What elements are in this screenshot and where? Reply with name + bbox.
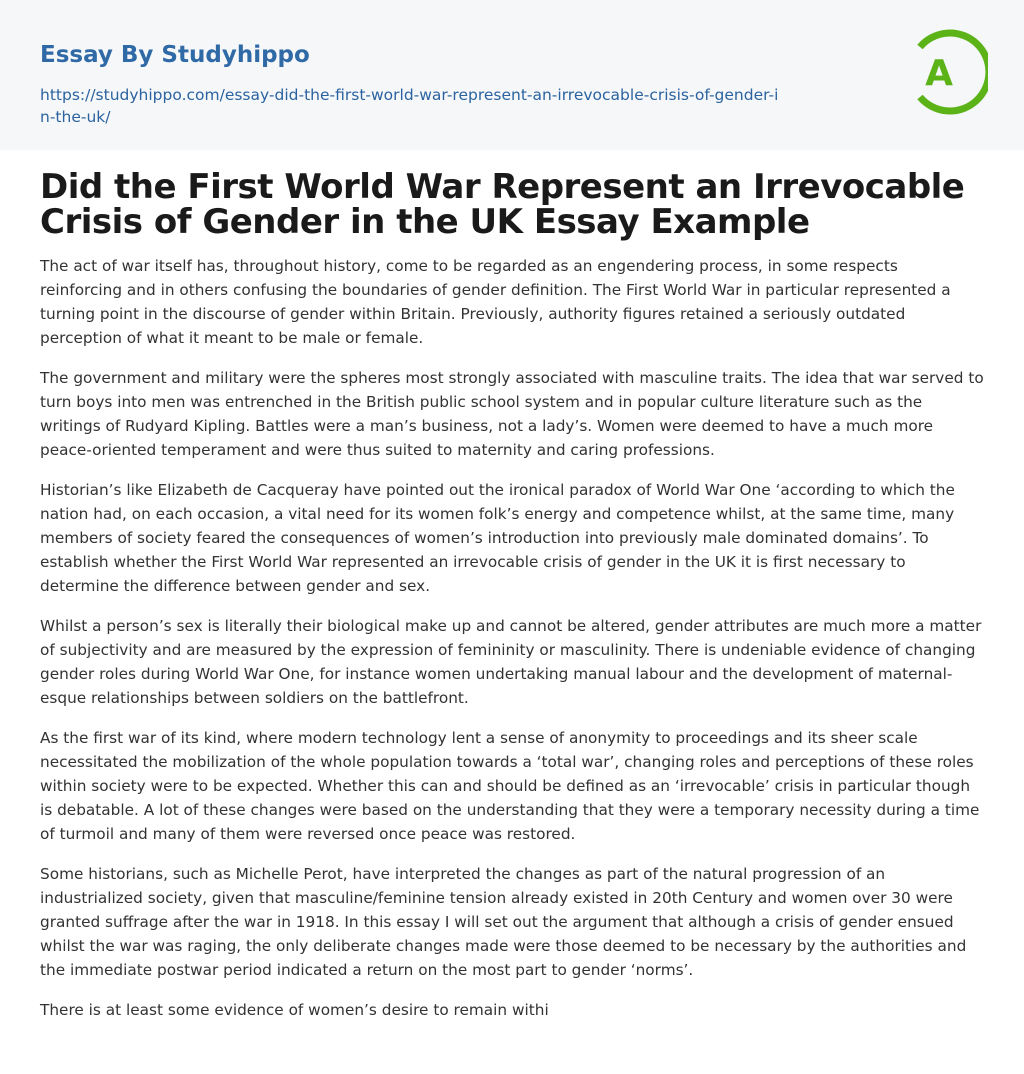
article-paragraph: As the first war of its kind, where modern technology lent a sense of anonymity to proceedings and its sheer scale necessitated the mobilization of the whole population towards a ‘total war’, changing roles and perceptions of these roles within society were to be expected. Whether this can and should be defined as an ‘irrevocable’ crisis in particular though is debatable. A lot of these changes were based on the understanding that they were a temporary necessity during a time of turmoil and many of them were reversed once peace was restored.: [40, 729, 980, 843]
studyhippo-logo-icon[interactable]: [908, 29, 988, 115]
article-paragraph: The act of war itself has, throughout history, come to be regarded as an engendering process, in some respects reinforcing and in others confusing the boundaries of gender definition. The First World War in particular represented a turning point in the discourse of gender within Britain. Previously, authority figures retained a seriously outdated perception of what it meant to be male or female.: [40, 257, 951, 347]
logo-letter: A: [925, 53, 953, 94]
site-header: [0, 0, 1024, 150]
article-paragraph: Whilst a person’s sex is literally their biological make up and cannot be altered, gender attributes are much more a matter of subjectivity and are measured by the expression of femininity or masculinity. There is undeniable evidence of changing gender roles during World War One, for instance women undertaking manual labour and the development of maternal-esque relationships between soldiers on the battlefront.: [40, 617, 982, 707]
article-paragraph-truncated: There is at least some evidence of women’s desire to remain withi: [40, 1001, 549, 1019]
article: [0, 150, 1024, 1022]
article-paragraph: The government and military were the spheres most strongly associated with masculine traits. The idea that war served to turn boys into men was entrenched in the British public school system and in popular culture literature such as the writings of Rudyard Kipling. Battles were a man’s business, not a lady’s. Women were deemed to have a much more peace-oriented temperament and were thus suited to maternity and caring professions.: [40, 369, 984, 459]
article-title: Did the First World War Represent an Irrevocable Crisis of Gender in the UK Essay Example: [40, 167, 965, 242]
brand-title[interactable]: Essay By Studyhippo: [40, 42, 310, 68]
article-paragraph: Historian’s like Elizabeth de Cacqueray have pointed out the ironical paradox of World War One ‘according to which the nation had, on each occasion, a vital need for its women folk’s energy and competence whilst, at the same time, many members of society feared the consequences of women’s introduction into previously male dominated domains’. To establish whether the First World War represented an irrevocable crisis of gender in the UK it is first necessary to determine the difference between gender and sex.: [40, 481, 955, 595]
source-url-link[interactable]: https://studyhippo.com/essay-did-the-first-world-war-represent-an-irrevocable-crisis-of-gender-in-the-uk/: [40, 86, 779, 126]
article-paragraph: Some historians, such as Michelle Perot, have interpreted the changes as part of the natural progression of an industrialized society, given that masculine/feminine tension already existed in 20th Century and women over 30 were granted suffrage after the war in 1918. In this essay I will set out the argument that although a crisis of gender ensued whilst the war was raging, the only deliberate changes made were those deemed to be necessary by the authorities and the immediate postwar period indicated a return on the most part to gender ‘norms’.: [40, 865, 967, 979]
